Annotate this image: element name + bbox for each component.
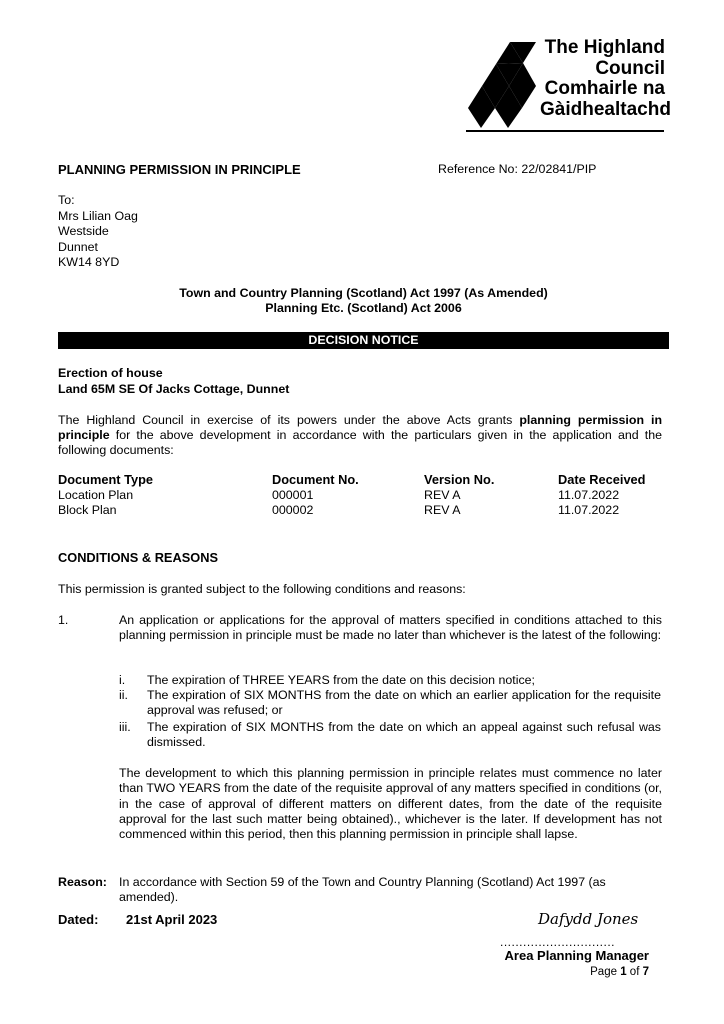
council-name bbox=[540, 37, 671, 120]
document-title: PLANNING PERMISSION IN PRINCIPLE bbox=[58, 162, 301, 177]
table-row bbox=[58, 488, 678, 504]
conditions-heading: CONDITIONS & REASONS bbox=[58, 550, 218, 565]
intro-paragraph bbox=[58, 413, 662, 457]
conditions-intro: This permission is granted subject to the following conditions and reasons: bbox=[58, 582, 466, 596]
condition-number: 1. bbox=[58, 613, 69, 627]
signatory-title: Area Planning Manager bbox=[504, 948, 649, 963]
act-1: Town and Country Planning (Scotland) Act 1997 (As Amended) bbox=[179, 286, 548, 300]
table-row bbox=[58, 503, 678, 519]
document-no-cell: 000001 bbox=[272, 487, 314, 502]
address-line-1: Westside bbox=[58, 224, 109, 239]
development-location: Land 65M SE Of Jacks Cottage, Dunnet bbox=[58, 381, 290, 396]
column-header: Document No. bbox=[272, 472, 359, 487]
sub-item-number: ii. bbox=[119, 688, 128, 702]
logo-line-3: Comhairle na bbox=[544, 78, 665, 99]
version-cell: REV A bbox=[424, 503, 461, 517]
signature-line: .............................. bbox=[500, 935, 616, 949]
documents-table bbox=[58, 472, 678, 519]
page-current: 1 bbox=[620, 966, 627, 978]
document-type-cell: Block Plan bbox=[58, 503, 117, 517]
column-header: Date Received bbox=[558, 472, 646, 487]
sub-item-number: iii. bbox=[119, 720, 131, 734]
sub-item-text: The expiration of THREE YEARS from the date on this decision notice; bbox=[147, 673, 535, 687]
condition-sub-list bbox=[119, 673, 662, 753]
highland-council-logo-icon bbox=[466, 40, 546, 130]
address-line-2: Dunnet bbox=[58, 239, 98, 254]
decision-notice-banner: DECISION NOTICE bbox=[58, 332, 669, 349]
address-postcode: KW14 8YD bbox=[58, 255, 120, 270]
intro-text-bold: planning permission in principle bbox=[58, 413, 663, 442]
recipient-address bbox=[58, 193, 138, 271]
condition-text: An application or applications for the approval of matters specified in conditions attached to this planning permission in principle must be made no later than whichever is the latest of the following: bbox=[119, 613, 662, 642]
decision-date: 21st April 2023 bbox=[126, 912, 218, 927]
logo-line-1: The Highland bbox=[544, 37, 665, 58]
version-cell: REV A bbox=[424, 487, 461, 502]
logo-line-4: Gàidhealtachd bbox=[540, 98, 671, 120]
page-of-label: of bbox=[629, 966, 640, 978]
development-description bbox=[58, 366, 289, 397]
page-label: Page bbox=[590, 966, 617, 978]
page-indicator bbox=[550, 965, 649, 980]
commencement-paragraph: The development to which this planning permission in principle relates must commence no later than TWO YEARS from the date of the requisite approval of any matters specified in conditions (or, in the case of approval of different matters on different dates, from the date of the requisite approval for the last such matter being obtained)., whichever is the later. If development has not commenced within this period, then this planning permission in principle shall lapse. bbox=[119, 766, 662, 842]
address-to-label: To: bbox=[58, 193, 75, 207]
sub-item-text: The expiration of SIX MONTHS from the date on which an appeal against such refusal was dismissed. bbox=[147, 720, 661, 749]
table-header-row bbox=[58, 472, 678, 488]
column-header: Version No. bbox=[424, 472, 495, 487]
document-type-cell: Location Plan bbox=[58, 487, 134, 502]
act-2: Planning Etc. (Scotland) Act 2006 bbox=[265, 300, 462, 315]
intro-text-2: for the above development in accordance with the particulars given in the application and the following documents: bbox=[58, 427, 662, 457]
intro-text-1: The Highland Council in exercise of its powers under the above Acts grants bbox=[58, 413, 520, 427]
column-header: Document Type bbox=[58, 472, 154, 487]
sub-item-number: i. bbox=[119, 673, 126, 687]
development-title: Erection of house bbox=[58, 366, 163, 380]
date-received-cell: 11.07.2022 bbox=[558, 503, 620, 517]
sub-item-text: The expiration of SIX MONTHS from the date on which an earlier application for the requisite approval was refused; or bbox=[147, 688, 661, 717]
signature: Dafydd Jones bbox=[538, 910, 639, 928]
date-received-cell: 11.07.2022 bbox=[558, 487, 620, 502]
acts-heading bbox=[58, 286, 669, 315]
dated-label: Dated: bbox=[58, 912, 99, 927]
recipient-name: Mrs Lilian Oag bbox=[58, 208, 138, 223]
logo-divider bbox=[466, 130, 664, 132]
reason-label: Reason: bbox=[58, 875, 107, 889]
document-no-cell: 000002 bbox=[272, 503, 314, 517]
logo-line-2: Council bbox=[595, 57, 665, 79]
reference-number: Reference No: 22/02841/PIP bbox=[438, 162, 597, 176]
page-total: 7 bbox=[642, 966, 649, 978]
reason-text: In accordance with Section 59 of the Town and Country Planning (Scotland) Act 1997 (as amended). bbox=[119, 875, 606, 904]
